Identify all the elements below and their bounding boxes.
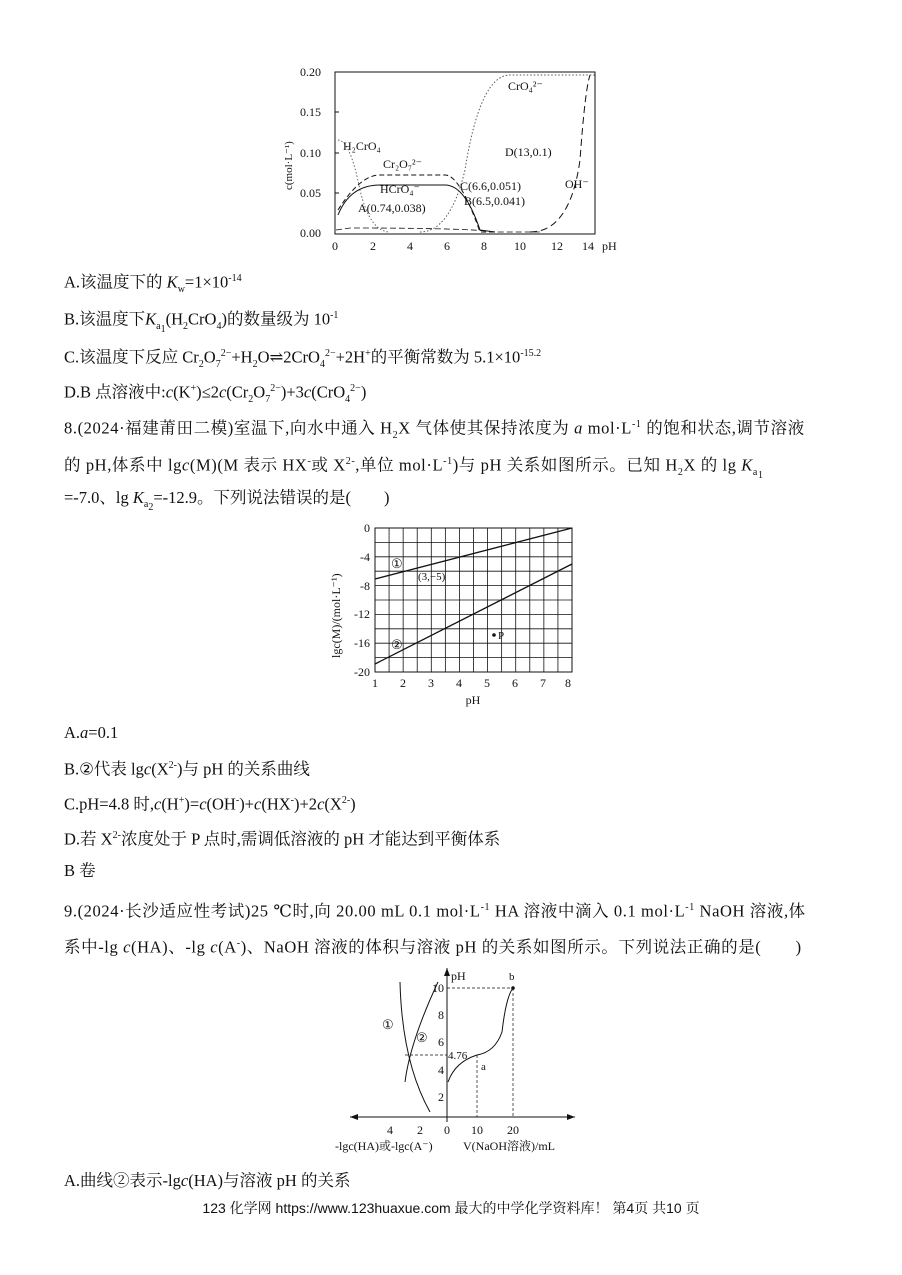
fig1-xtick: 6 (444, 239, 450, 253)
fig2-xtick: 7 (540, 676, 546, 690)
fig2-point-p-label: P (498, 630, 505, 642)
fig2-curve1-label: ① (391, 556, 403, 571)
q7-option-b: B.该温度下$K_{a_1}(H_2CrO_4)$的数量级为 $10^{-1}$ (64, 309, 339, 335)
fig1-ytick: 0.20 (300, 65, 321, 79)
fig2-ytick: 0 (364, 521, 370, 535)
fig2-xtick: 4 (456, 676, 462, 690)
page-footer: 123 化学网 https://www.123huaxue.com 最大的中学化学资料库！ 第4页 共10 页 (202, 1200, 700, 1216)
fig1-xtick: 8 (481, 239, 487, 253)
fig2-xtick: 2 (400, 676, 406, 690)
label-point-d: D(13,0.1) (505, 145, 552, 159)
q8-option-a: A.a=0.1 (64, 723, 119, 742)
label-cr2o7: Cr₂O₇²⁻ (383, 157, 422, 171)
fig2-ytick: -8 (360, 579, 370, 593)
fig2-ytick: -20 (354, 665, 370, 679)
label-point-a: A(0.74,0.038) (358, 201, 426, 215)
label-h2cro4: H₂CrO₄ (343, 139, 381, 153)
q9-option-a: A.曲线②表示-lgc(HA)与溶液 pH 的关系 (64, 1171, 351, 1190)
fig3-ytick: 2 (438, 1090, 444, 1104)
q8-option-d: D.若 $X^{2-}$浓度处于 P 点时,需调低溶液的 pH 才能达到平衡体系 (64, 829, 501, 849)
label-hcro4: HCrO₄⁻ (380, 182, 420, 196)
fig2-xtick: 3 (428, 676, 434, 690)
fig3-ytick: 8 (438, 1008, 444, 1022)
q7-option-c: C.该温度下反应 $Cr_2O_7^{2-}+H_2O\rightleftharpoons 2CrO_4^{2-}+2H^+$的平衡常数为 $5.1\times 10^{-15.2}$ (64, 347, 542, 370)
fig3-ylabel: pH (451, 969, 466, 983)
fig3-pka-label: 4.76 (448, 1050, 468, 1062)
fig2-xlabel: pH (465, 693, 481, 707)
fig1-ytick: 0.10 (300, 146, 321, 160)
q8-stem-line2: 的 pH,体系中 lgc(M)(M 表示 HX-或 $X^{2-}$,单位 $mol\cdot L^{-1}$)与 pH 关系如图所示。已知 $H_2X$ 的 $\lg K_{a_1}$ (64, 455, 764, 481)
fig3-xlabel-right: V(NaOH溶液)/mL (463, 1139, 555, 1153)
fig2-point-label: (3,−5) (418, 571, 446, 583)
label-oh: OH⁻ (565, 177, 589, 191)
fig1-xtick: 4 (407, 239, 413, 253)
fig3-point-b: b (509, 971, 515, 983)
fig2-xtick: 6 (512, 676, 518, 690)
fig1-xlabel: pH (602, 239, 617, 253)
q7-option-a: A.该温度下的 $K_w=1\times 10^{-14}$ (64, 272, 242, 295)
fig2-xtick: 5 (484, 676, 490, 690)
q8-option-b: B.②代表 $\lg c(X^{2-})$与 pH 的关系曲线 (64, 759, 310, 779)
fig2-ytick: -4 (360, 550, 370, 564)
fig1-ytick: 0.05 (300, 186, 321, 200)
q8-stem-line3: =-7.0、$\lg K_{a_2}=-12.9$。下列说法错误的是( ) (64, 488, 390, 514)
q8-stem-line1: 8.(2024·福建莆田二模)室温下,向水中通入 $H_2X$ 气体使其保持浓度为 a $mol\cdot L^{-1}$ 的饱和状态,调节溶液 (64, 418, 805, 441)
q9-stem-line1: 9.(2024·长沙适应性考试)25 ℃时,向 20.00 mL 0.1 $mol\cdot L^{-1}$ HA 溶液中滴入 0.1 $mol\cdot L^{-1}$ NaOH 溶液,体 (64, 901, 806, 921)
fig2-ylabel: lgc(M)/(mol·L⁻¹) (329, 573, 343, 658)
fig3-ytick: 10 (432, 981, 444, 995)
fig3-ytick: 4 (438, 1063, 444, 1077)
fig1-xtick: 0 (332, 239, 338, 253)
fig3-curve2-label: ② (416, 1030, 428, 1045)
q9-stem-line2: 系中-lg c(HA)、-lg c(A-)、NaOH 溶液的体积与溶液 pH 的关系如图所示。下列说法正确的是( ) (64, 937, 802, 957)
fig2-point-p (492, 633, 496, 637)
fig1-ytick: 0.15 (300, 105, 321, 119)
label-point-c: C(6.6,0.051) (460, 179, 521, 193)
figure-chromate-distribution (280, 60, 630, 260)
q8-option-c: C.pH=4.8 时$,c(H^+)=c(OH^-)+c(HX^-)+2c(X^{2-})$ (64, 794, 356, 814)
fig3-xtick-right: 20 (507, 1123, 519, 1137)
label-cro4: CrO₄²⁻ (508, 79, 543, 93)
fig1-xtick: 12 (551, 239, 563, 253)
fig1-xtick: 10 (514, 239, 526, 253)
fig3-xtick-left: 2 (417, 1123, 423, 1137)
fig3-xlabel-left: -lgc(HA)或-lgc(A⁻) (335, 1139, 433, 1153)
fig2-curve2-label: ② (391, 637, 403, 652)
fig3-point-a: a (481, 1061, 486, 1073)
fig2-ytick: -12 (354, 607, 370, 621)
fig2-xtick: 1 (372, 676, 378, 690)
fig1-xtick: 2 (370, 239, 376, 253)
fig3-xtick-right: 0 (444, 1123, 450, 1137)
fig1-ylabel: c(mol·L⁻¹) (283, 141, 295, 190)
q7-option-d: D.B 点溶液中$:c(K^+)\le 2c(Cr_2O_7^{2-})+3c(CrO_4^{2-})$ (64, 382, 367, 405)
section-b-heading: B 卷 (64, 861, 96, 880)
fig3-curve1-label: ① (382, 1017, 394, 1032)
label-point-b: B(6.5,0.041) (464, 194, 525, 208)
figure-lgcM-vs-pH (320, 518, 590, 710)
fig3-xtick-right: 10 (471, 1123, 483, 1137)
fig3-ytick: 6 (438, 1035, 444, 1049)
fig2-ytick: -16 (354, 636, 370, 650)
fig1-ytick: 0.00 (300, 226, 321, 240)
fig1-xtick: 14 (582, 239, 594, 253)
figure-titration (330, 962, 590, 1162)
fig3-xtick-left: 4 (387, 1123, 393, 1137)
fig2-xtick: 8 (565, 676, 571, 690)
